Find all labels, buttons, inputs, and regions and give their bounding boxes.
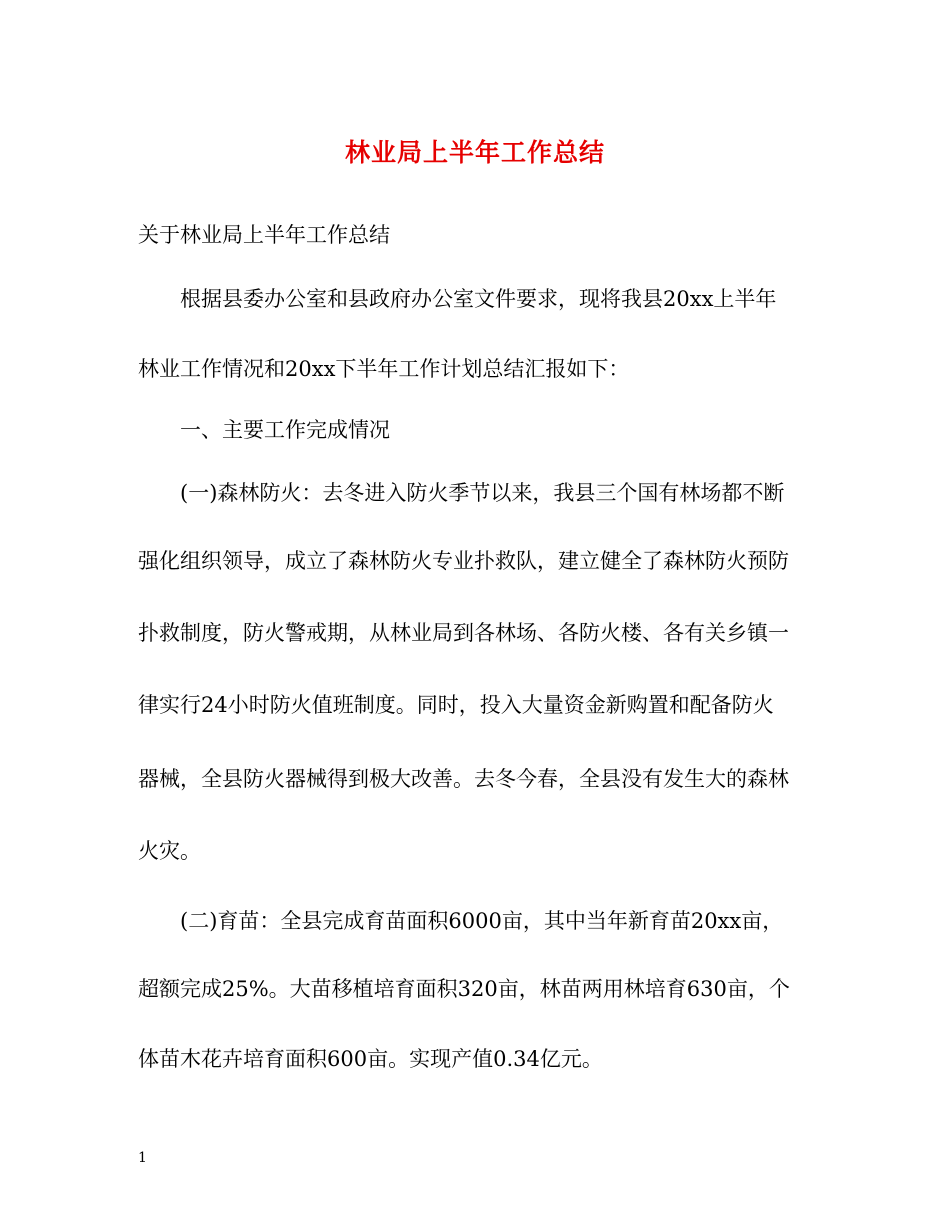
paragraph-line: 律实行24小时防火值班制度。同时，投入大量资金新购置和配备防火: [138, 693, 774, 717]
paragraph-line: 火灾。: [138, 839, 201, 863]
page-number: 1: [138, 1150, 147, 1166]
paragraph-line: (一)森林防火：去冬进入防火季节以来，我县三个国有林场都不断: [180, 481, 785, 505]
subtitle-line: 关于林业局上半年工作总结: [138, 223, 390, 247]
paragraph-line: 根据县委办公室和县政府办公室文件要求，现将我县20xx上半年: [180, 287, 777, 311]
paragraph-line: (二)育苗：全县完成育苗面积6000亩，其中当年新育苗20xx亩，: [180, 909, 784, 933]
paragraph-line: 扑救制度，防火警戒期，从林业局到各林场、各防火楼、各有关乡镇一: [138, 621, 789, 645]
paragraph-line: 强化组织领导，成立了森林防火专业扑救队，建立健全了森林防火预防: [138, 549, 789, 573]
paragraph-line: 器械，全县防火器械得到极大改善。去冬今春，全县没有发生大的森林: [138, 767, 789, 791]
document-title: 林业局上半年工作总结: [344, 138, 605, 167]
paragraph-line: 林业工作情况和20xx下半年工作计划总结汇报如下：: [138, 357, 630, 381]
paragraph-line: 超额完成25%。大苗移植培育面积320亩，林苗两用林培育630亩，个: [138, 977, 790, 1001]
section-heading: 一、主要工作完成情况: [180, 418, 390, 442]
paragraph-line: 体苗木花卉培育面积600亩。实现产值0.34亿元。: [138, 1047, 603, 1071]
